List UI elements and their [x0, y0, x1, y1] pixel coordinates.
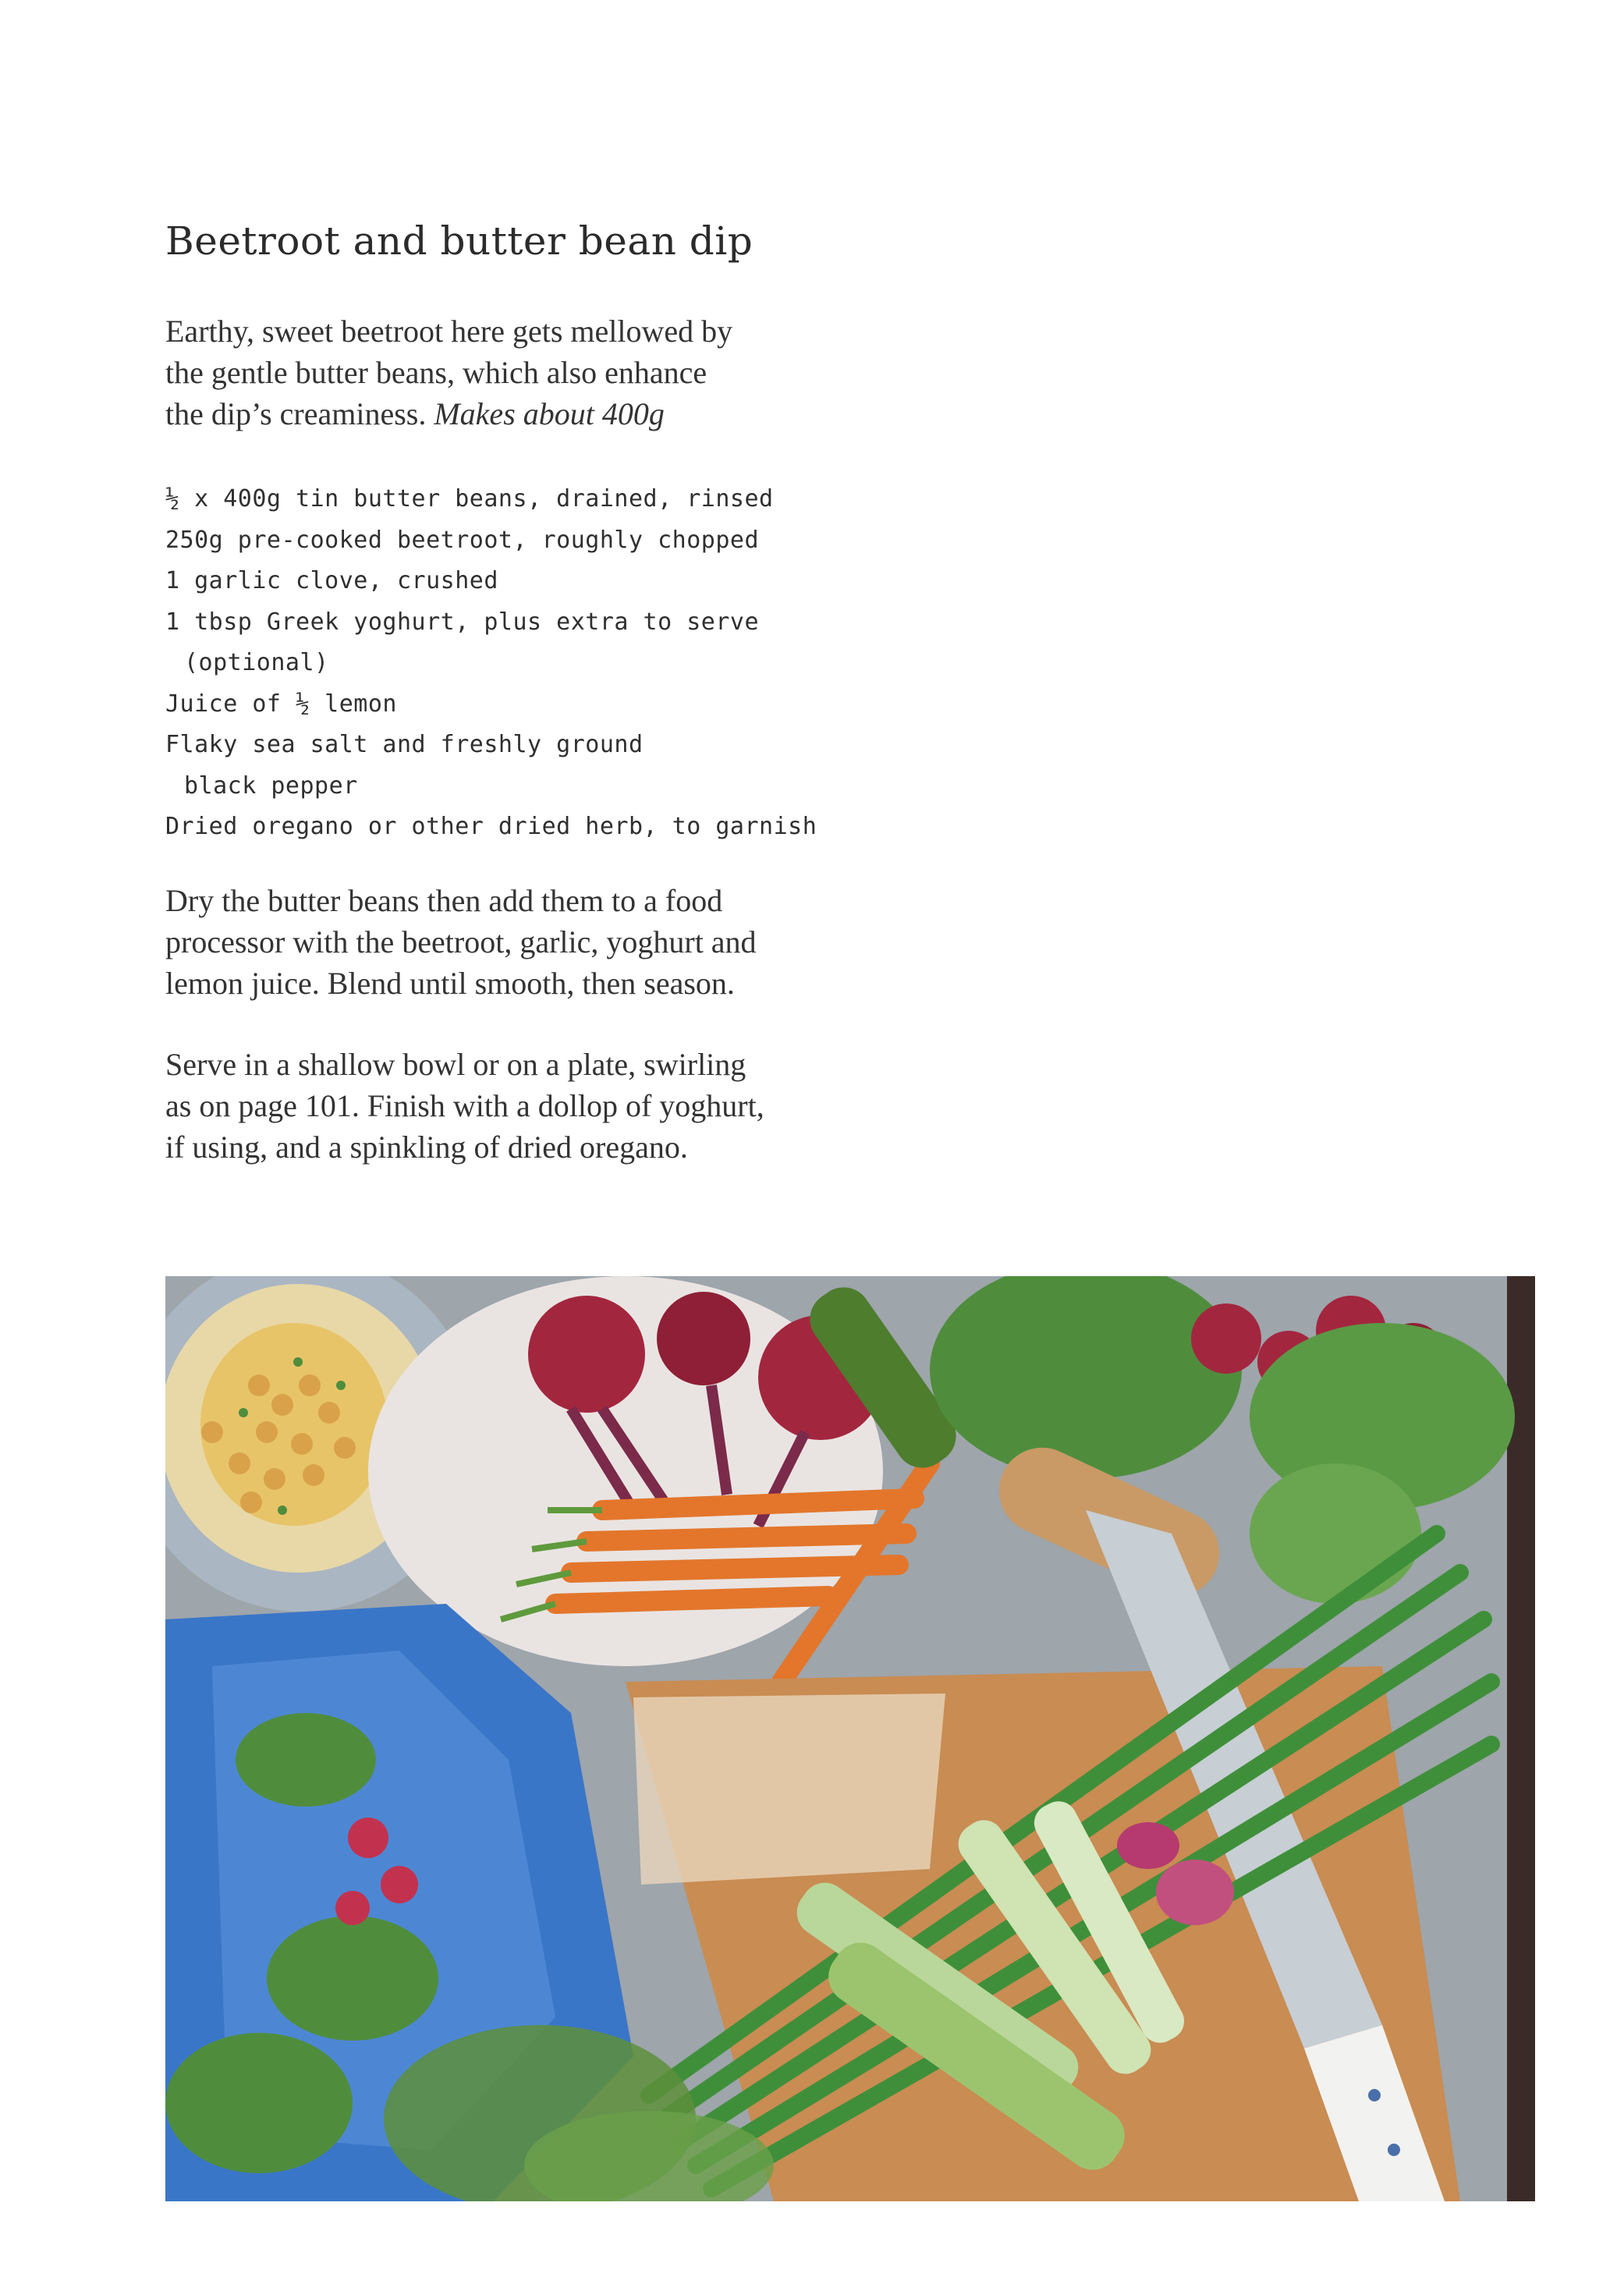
chioggia-beet — [1156, 1860, 1234, 1925]
vegetables-photo — [165, 1276, 1535, 2201]
ingredient-item: 1 tbsp Greek yoghurt, plus extra to serve — [165, 608, 760, 636]
recipe-intro — [165, 310, 867, 434]
ingredient-item: Flaky sea salt and freshly ground — [165, 731, 644, 758]
intro-line-last — [165, 393, 867, 434]
method-step-2 — [165, 1044, 867, 1168]
ingredient-item: 1 garlic clove, crushed — [165, 567, 498, 594]
method-line: Serve in a shallow bowl or on a plate, swirling — [165, 1047, 746, 1082]
method-line: lemon juice. Blend until smooth, then season. — [165, 966, 735, 1001]
method-line: if using, and a spinkling of dried oregano. — [165, 1130, 688, 1165]
method-step-1 — [165, 880, 867, 1004]
ingredient-item: ½ x 400g tin butter beans, drained, rinsed — [165, 485, 774, 512]
recipe-yield: Makes about 400g — [434, 396, 665, 431]
ingredient-item: Dried oregano or other dried herb, to garnish — [165, 813, 817, 840]
intro-line: the gentle butter beans, which also enhance — [165, 355, 707, 390]
ingredient-item: 250g pre-cooked beetroot, roughly chopped — [165, 526, 760, 554]
intro-line: Earthy, sweet beetroot here gets mellowed by — [165, 314, 733, 349]
ingredients-list — [165, 479, 914, 848]
ingredient-item-continued: black pepper — [184, 771, 358, 800]
method-line: processor with the beetroot, garlic, yoghurt and — [165, 924, 757, 959]
vegetables-illustration — [165, 1276, 1535, 2201]
chioggia-beet — [1117, 1822, 1179, 1869]
recipe-title: Beetroot and butter bean dip — [165, 218, 753, 264]
intro-line-text: the dip’s creaminess. — [165, 396, 427, 431]
method-line: Dry the butter beans then add them to a food — [165, 883, 723, 918]
ingredient-item: Juice of ½ lemon — [165, 690, 397, 718]
method-line: as on page 101. Finish with a dollop of yoghurt, — [165, 1088, 764, 1123]
ingredient-item-continued: (optional) — [184, 649, 329, 676]
